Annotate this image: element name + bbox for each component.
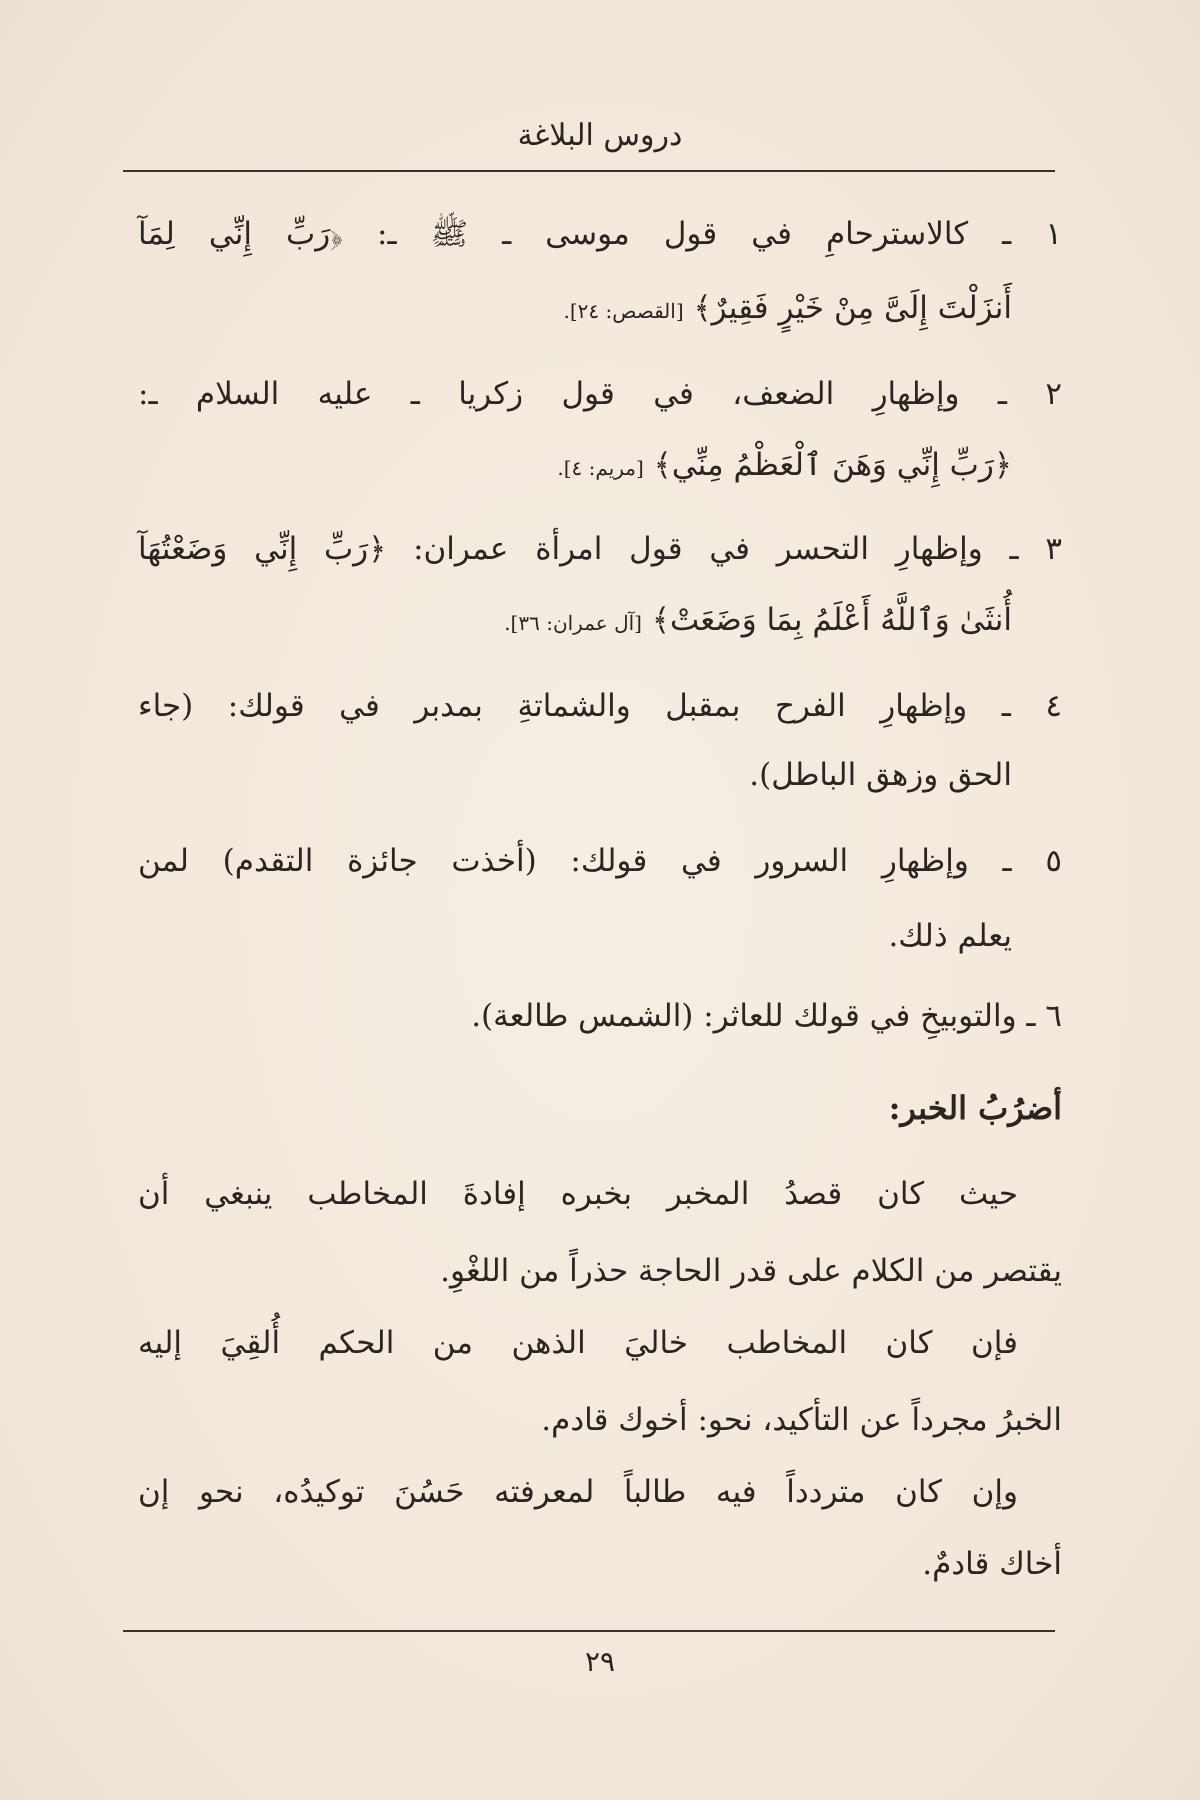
- paragraph-1-line-1: حيث كان قصدُ المخبر بخبره إفادةَ المخاطب ينبغي أن: [138, 1176, 1018, 1212]
- verse-reference: [القصص: ٢٤].: [563, 299, 684, 323]
- item-1-line-1: ١ ـ كالاسترحامِ في قول موسى ـ ﷺ ـ: ﴿رَبِّ إِنِّي لِمَآ: [138, 216, 1062, 252]
- paragraph-3-line-1: وإن كان متردداً فيه طالباً لمعرفته حَسُنَ توكيدُه، نحو إن: [138, 1474, 1018, 1510]
- paragraph-2-line-1: فإن كان المخاطب خاليَ الذهن من الحكم أُلقِيَ إليه: [138, 1325, 1018, 1361]
- section-heading: أضرُبُ الخبر:: [888, 1089, 1062, 1127]
- verse-reference: [مريم: ٤].: [557, 456, 644, 480]
- item-4-line-2: الحق وزهق الباطل).: [749, 757, 1012, 793]
- item-5-line-1: ٥ ـ وإظهارِ السرور في قولك: (أخذت جائزة التقدم) لمن: [138, 843, 1062, 879]
- running-header: دروس البلاغة: [517, 118, 683, 153]
- paragraph-3-line-2: أخاك قادمٌ.: [922, 1546, 1062, 1582]
- paragraph-2-line-2: الخبرُ مجرداً عن التأكيد، نحو: أخوك قادم.: [541, 1402, 1062, 1438]
- item-6-line-1: ٦ ـ والتوبيخِ في قولك للعاثر: (الشمس طالعة).: [471, 998, 1062, 1034]
- quran-verse: أَنزَلْتَ إِلَىَّ مِنْ خَيْرٍ فَقِيرٌ﴾: [693, 290, 1012, 326]
- item-4-line-1: ٤ ـ وإظهارِ الفرح بمقبل والشماتةِ بمدبر في قولك: (جاء: [138, 688, 1062, 724]
- item-2-line-1: ٢ ـ وإظهارِ الضعف، في قول زكريا ـ عليه السلام ـ:: [138, 376, 1062, 412]
- item-3-line-1: ٣ ـ وإظهارِ التحسر في قول امرأة عمران: ﴿رَبِّ إِنِّي وَضَعْتُهَآ: [138, 531, 1062, 567]
- item-5-line-2: يعلم ذلك.: [888, 918, 1012, 954]
- quran-verse: ﴿رَبِّ إِنِّي وَهَنَ ٱلْعَظْمُ مِنِّي﴾: [653, 447, 1012, 483]
- quran-verse: أُنثَىٰ وَٱللَّهُ أَعْلَمُ بِمَا وَضَعَتْ﴾: [651, 602, 1012, 638]
- item-2-line-2: [138, 443, 1062, 490]
- page-number: ٢٩: [584, 1645, 616, 1678]
- paragraph-1-line-2: يقتصر من الكلام على قدر الحاجة حذراً من اللغْوِ.: [440, 1253, 1062, 1289]
- footer-rule: [123, 1630, 1055, 1632]
- header-rule: [123, 170, 1055, 172]
- item-1-line-2: [138, 286, 1062, 333]
- verse-reference: [آل عمران: ٣٦].: [504, 611, 642, 635]
- item-3-line-2: [138, 598, 1062, 645]
